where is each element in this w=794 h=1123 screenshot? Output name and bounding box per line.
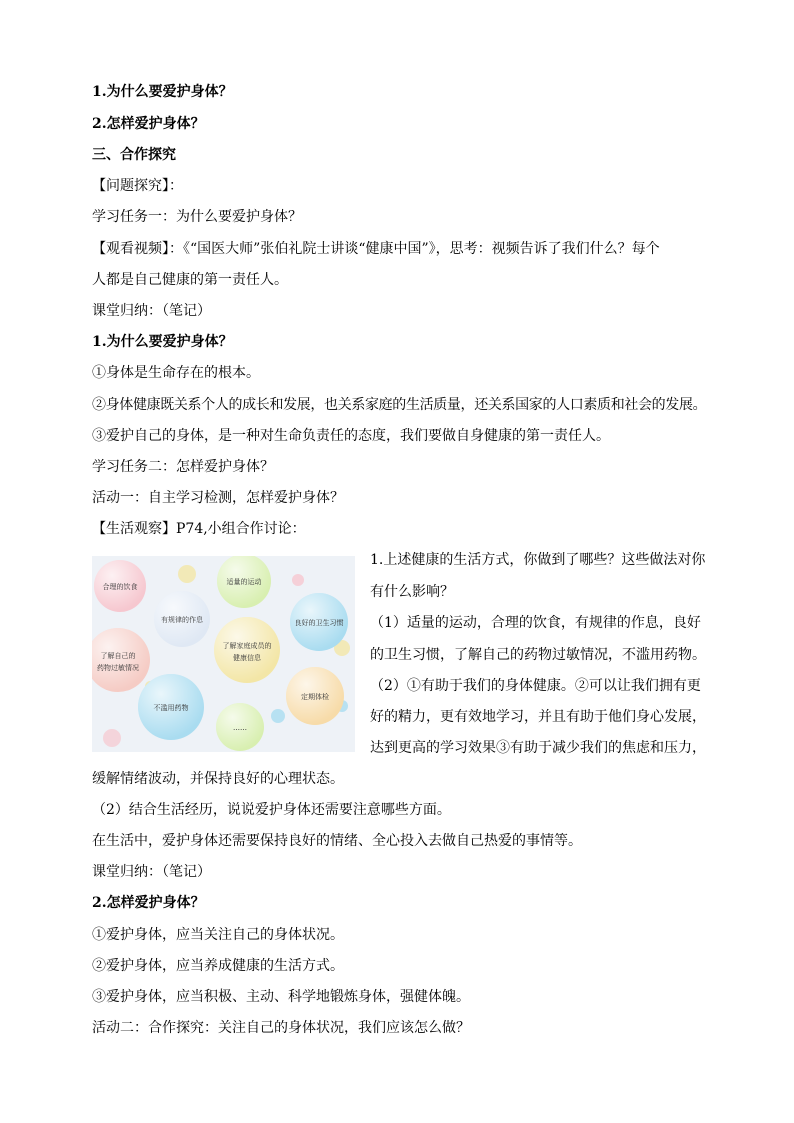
life-observation-label: 【生活观察】P74,小组合作讨论： [92, 521, 306, 537]
summary-q2-point-2: ②爱护身体，应当养成健康的生活方式。 [92, 958, 344, 974]
problem-inquiry-label: 【问题探究】： [92, 178, 183, 194]
bubble [217, 556, 271, 608]
watch-video-paragraph-cont: 人都是自己健康的第一责任人。 [92, 272, 288, 288]
question-text-line-1: 1.上述健康的生活方式，你做到了哪些？这些做法对你 [370, 552, 706, 568]
class-summary-label: 课堂归纳：（笔记） [92, 303, 211, 319]
summary-q1-heading: 1.为什么要爱护身体？ [92, 334, 233, 350]
bubble [290, 593, 348, 651]
summary-q2-point-3: ③爱护身体，应当积极、主动、科学地锻炼身体，强健体魄。 [92, 989, 470, 1005]
bubble [286, 667, 344, 725]
bubble-label: 良好的卫生习惯 [294, 619, 344, 627]
task-2-title: 学习任务二：怎样爱护身体？ [92, 459, 274, 475]
task-1-title: 学习任务一：为什么要爱护身体？ [92, 209, 302, 225]
activity-2-title: 活动二：合作探究：关注自己的身体状况，我们应该怎么做？ [92, 1020, 470, 1036]
bubble [94, 560, 146, 612]
bubble-label-line-2: 健康信息 [233, 654, 261, 662]
decor-dot-icon [178, 565, 196, 583]
bubble [214, 617, 280, 683]
bubble-label-line-2: 药物过敏情况 [97, 664, 139, 672]
watch-video-paragraph: 【观看视频】：《“国医大师”张伯礼院士讲谈“健康中国”》，思考：视频告诉了我们什么？每个 [92, 241, 660, 257]
question-2-answer: 在生活中，爱护身体还需要保持良好的情绪、全心投入去做自己热爱的事情等。 [92, 833, 582, 849]
healthy-lifestyle-bubbles-image [92, 556, 355, 752]
summary-q2-point-1: ①爱护身体，应当关注自己的身体状况。 [92, 927, 344, 943]
question-text-line-2: 有什么影响？ [370, 584, 454, 600]
bubble [216, 703, 264, 751]
bubble-sheen [214, 617, 280, 683]
answer-2-line-2: 好的精力，更有效地学习，并且有助于他们身心发展， [370, 709, 706, 725]
activity-1-title: 活动一：自主学习检测，怎样爱护身体？ [92, 490, 344, 506]
decor-dot-icon [292, 574, 304, 586]
decor-dot-icon [271, 709, 285, 723]
summary-q2-heading: 2.怎样爱护身体？ [92, 895, 205, 911]
bubble-label: 不滥用药物 [153, 704, 189, 712]
bubble-label: 定期体检 [301, 693, 329, 701]
bubble-label: 合理的饮食 [102, 583, 138, 591]
bubbles-illustration [92, 556, 355, 752]
bubble-label: 了解自己的 [100, 652, 136, 660]
answer-2-line-4: 缓解情绪波动，并保持良好的心理状态。 [92, 771, 344, 787]
section-heading-cooperation: 三、合作探究 [92, 147, 176, 163]
summary-point-1: ①身体是生命存在的根本。 [92, 365, 260, 381]
decor-dot-icon [103, 729, 121, 747]
bubble-label: 了解家庭成员的 [222, 642, 272, 650]
question-2-heading: 2.怎样爱护身体？ [92, 116, 205, 132]
bubble-label: …… [233, 724, 247, 732]
answer-1-line-2: 的卫生习惯，了解自己的药物过敏情况，不滥用药物。 [370, 647, 706, 663]
summary-point-3: ③爱护自己的身体，是一种对生命负责任的态度，我们要做自身健康的第一责任人。 [92, 428, 610, 444]
bubble-label: 有规律的作息 [161, 616, 203, 624]
class-summary-label-2: 课堂归纳：（笔记） [92, 864, 211, 880]
answer-2-line-1: （2）①有助于我们的身体健康。②可以让我们拥有更 [370, 678, 701, 694]
bubble [138, 674, 204, 740]
answer-1-line-1: （1）适量的运动，合理的饮食，有规律的作息，良好 [370, 615, 701, 631]
answer-2-line-3: 达到更高的学习效果③有助于减少我们的焦虑和压力， [370, 740, 706, 756]
bubble-label: 适量的运动 [226, 578, 262, 586]
question-1-heading: 1.为什么要爱护身体？ [92, 84, 233, 100]
summary-point-2: ②身体健康既关系个人的成长和发展，也关系家庭的生活质量，还关系国家的人口素质和社会的发展。 [92, 397, 707, 413]
question-2-text: （2）结合生活经历，说说爱护身体还需要注意哪些方面。 [92, 802, 451, 818]
bubble [154, 591, 210, 647]
